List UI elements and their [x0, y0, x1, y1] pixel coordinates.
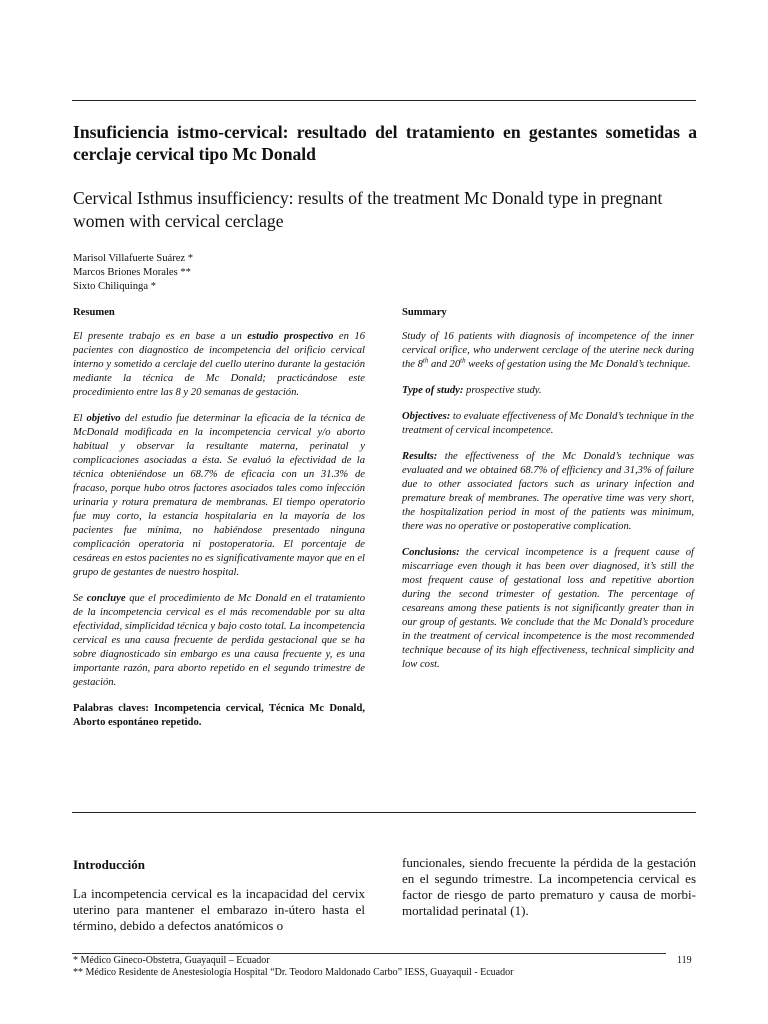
resumen-p1-text-a: El presente trabajo es en base a un — [73, 331, 248, 342]
summary-type-of-study — [402, 384, 694, 398]
summary-objectives — [402, 410, 694, 438]
objectives-text: to evaluate effectiveness of Mc Donald’s technique in the treatment of cervical incompetence. — [402, 411, 694, 436]
resumen-column — [73, 306, 365, 730]
summary-paragraph-1 — [402, 330, 694, 372]
footnotes — [73, 955, 513, 978]
section-divider — [72, 812, 696, 813]
objectives-label: Objectives: — [402, 411, 451, 422]
conclusions-text: the cervical incompetence is a frequent cause of miscarriage even though it has been over diagnosed, it’s still the most frequent cause of gestational loss and repetitive abortion during the second trimester of gestation. The percentage of cesareans among these patients is not significantly greater than in our group of gestants. We conclude that the Mc Donald’s procedure in the treatment of cervical incompetence is the most recommended technique because of its high effectiveness, technical simplicity and low cost. — [402, 547, 694, 670]
summary-p1-text-b: and 20 — [428, 359, 461, 370]
resumen-p1-emphasis: estudio prospectivo — [247, 331, 334, 342]
summary-p1-text-c: weeks of gestation using the Mc Donald’s technique. — [465, 359, 691, 370]
author-1: Marisol Villafuerte Suárez * — [73, 253, 194, 264]
summary-results — [402, 450, 694, 534]
type-of-study-label: Type of study: — [402, 385, 464, 396]
resumen-p1-text-c: en 16 pacientes con diagnostico de incompetencia del orificio cervical interno y sometido a cerclaje del cuello uterino durante la gestación mediante la técnica de Mc Donald; practicándose este procedimiento entre las 8 y 20 semanas de gestación. — [73, 331, 365, 398]
author-list — [73, 252, 193, 294]
results-text: the effectiveness of the Mc Donald’s technique was evaluated and we obtained 68.7% of efficiency and 31,3% of failure due to other associated factors such as urinary infection and premature break of membranes. The operative time was very short, the hospitalization period in most of the patients was minimum, there was no operative or postoperative complication. — [402, 451, 694, 532]
summary-conclusions — [402, 546, 694, 672]
author-2: Marcos Briones Morales ** — [73, 267, 191, 278]
resumen-heading: Resumen — [73, 307, 115, 318]
results-label: Results: — [402, 451, 438, 462]
keywords: Palabras claves: Incompetencia cervical, Técnica Mc Donald, Aborto espontáneo repetido. — [73, 703, 365, 728]
author-3: Sixto Chiliquinga * — [73, 281, 156, 292]
introduction-text-right: funcionales, siendo frecuente la pérdida de la gestación en el segundo trimestre. La incompetencia cervical es factor de riesgo de parto prematuro y causa de morbi-mortalidad perinatal (1). — [402, 855, 696, 918]
summary-column — [402, 306, 694, 684]
resumen-p3-emphasis: concluye — [86, 593, 126, 604]
resumen-paragraph-1 — [73, 330, 365, 400]
page-number: 119 — [677, 955, 692, 966]
introduction-left-column — [73, 857, 365, 934]
top-divider — [72, 100, 696, 101]
conclusions-label: Conclusions: — [402, 547, 460, 558]
footnote-2: ** Médico Residente de Anestesiología Hospital “Dr. Teodoro Maldonado Carbo” IESS, Guayaquil - Ecuador — [73, 966, 514, 978]
resumen-p2-text-c: del estudio fue determinar la eficacia de la técnica de McDonald modificada en la incompetencia cervical y/o aborto habitual y observar la resultante materna, perinatal y complicaciones asociadas a ésta. Se evaluó la efectividad de la técnica obteniéndose un 68.7% de eficacia con un 31.3% de fracaso, porque hubo otros factores asociados tales como infección urinaria y rotura prematura de membranas. El tiempo operatorio fue muy corto, la estancia hospitalaria en la mayoría de los pacientes fue mínima, no habiéndose presentado ninguna complicación operatoria ni postoperatoria. El porcentaje de cesáreas en estos pacientes no es significativamente mayor que en el grupo de gestantes de nuestro hospital. — [73, 413, 365, 578]
title-english: Cervical Isthmus insufficiency: results of the treatment Mc Donald type in pregnant women with cervical cerclage — [73, 188, 663, 231]
footnote-1: * Médico Gineco-Obstetra, Guayaquil – Ecuador — [73, 955, 270, 966]
summary-p1-sup-1: th — [422, 356, 429, 365]
resumen-paragraph-2 — [73, 412, 365, 580]
introduction-right-column — [402, 855, 696, 919]
type-of-study-text: prospective study. — [463, 385, 542, 396]
resumen-p2-text-a: El — [73, 413, 87, 424]
footnote-divider — [72, 953, 666, 954]
resumen-p2-emphasis: objetivo — [86, 413, 121, 424]
resumen-p3-text-a: Se — [73, 593, 87, 604]
resumen-p3-text-c: que el procedimiento de Mc Donald en el tratamiento de la incompetencia cervical es el más recomendable por su alta efectividad, simplicidad técnica y bajo costo total. La incompetencia cervical es una causa frecuente de perdida gestacional que se ha sobre diagnosticado sin embargo es una causa frecuente y, es una importante razón, para aborto repetido en el segundo trimestre de gestación. — [73, 593, 365, 688]
title-spanish: Insuficiencia istmo-cervical: resultado del tratamiento en gestantes sometidas a cerclaje cervical tipo Mc Donald — [73, 122, 697, 164]
introduction-text-left: La incompetencia cervical es la incapacidad del cervix uterino para mantener el embarazo in-útero hasta el término, debido a defectos anatómicos o — [73, 886, 365, 933]
introduction-heading: Introducción — [73, 857, 145, 872]
summary-heading: Summary — [402, 307, 447, 318]
summary-p1-text-a: Study of 16 patients with diagnosis of incompetence of the inner cervical orifice, who underwent cerclage of the uterine neck during the 8 — [402, 331, 694, 370]
summary-p1-sup-2: th — [460, 356, 466, 365]
resumen-paragraph-3 — [73, 592, 365, 690]
